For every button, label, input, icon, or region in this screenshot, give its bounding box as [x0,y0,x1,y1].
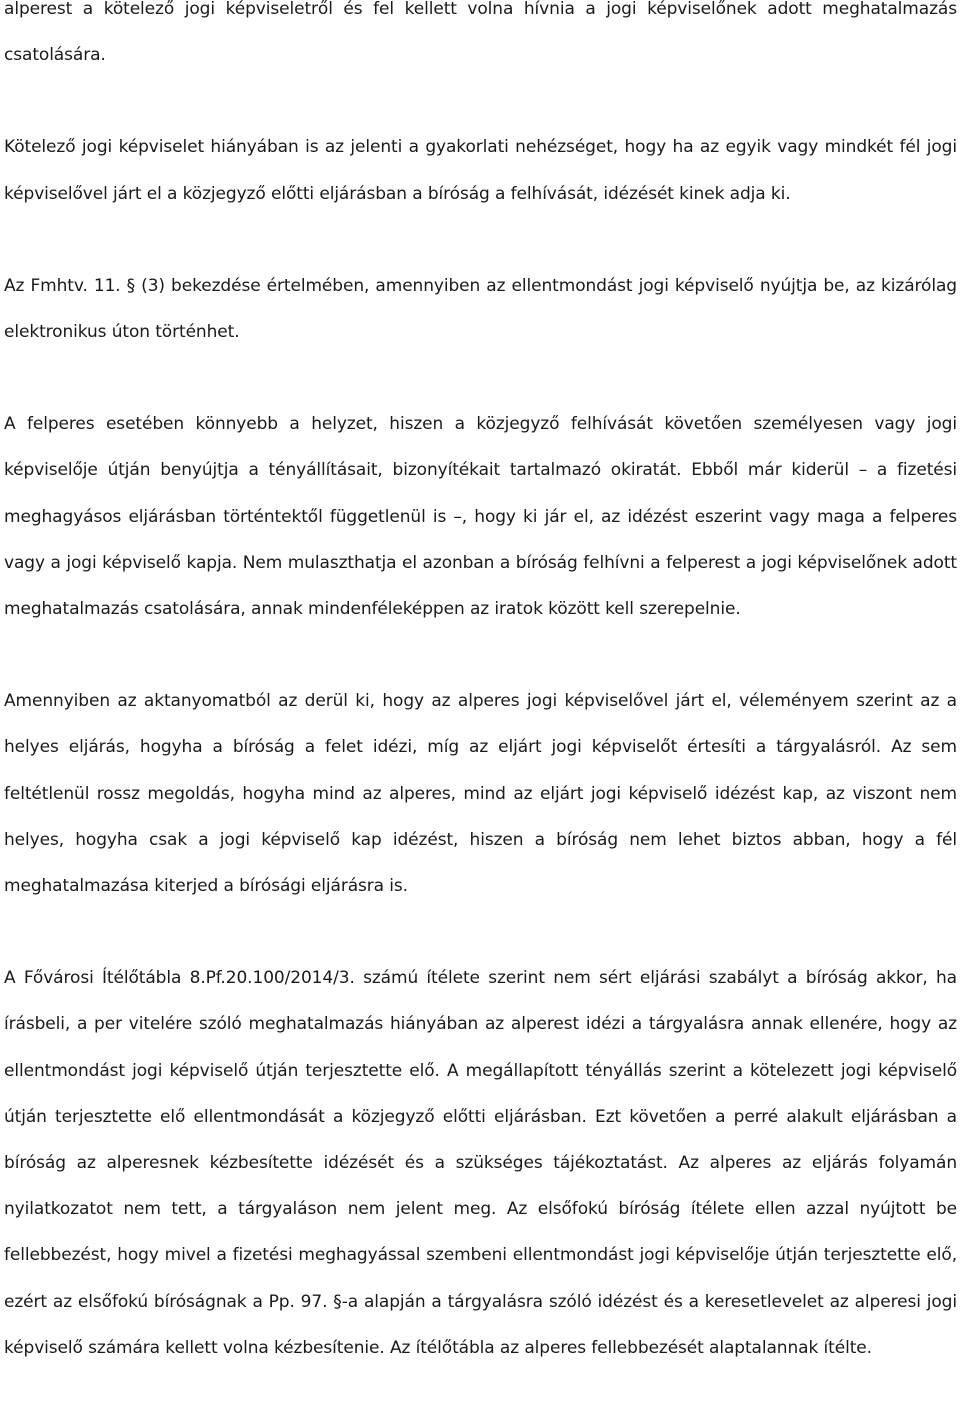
paragraph-spacer [4,78,957,124]
paragraph-opinion: Amennyiben az aktanyomatból az derül ki, hogy az alperes jogi képviselővel járt el, véleményem szerint az a helyes eljárás, hogyha a bíróság a felet idézi, míg az eljárt jogi képviselőt értesíti a tárgyalásról. Az sem feltétlenül rossz megoldás, hogyha mind az alperes, mind az eljárt jogi képviselő idézést kap, az viszont nem helyes, hogyha csak a jogi képviselő kap idézést, hiszen a bíróság nem lehet biztos abban, hogy a fél meghatalmazása kiterjed a bírósági eljárásra is. [4,691,957,897]
paragraph-alperest-notice: alperest a kötelező jogi képviseletről és fel kellett volna hívnia a jogi képviselőnek adott meghatalmazás csatolására. [4,0,957,66]
paragraph-fmhtv-reference: Az Fmhtv. 11. § (3) bekezdése értelmében, amennyiben az ellentmondást jogi képviselő nyújtja be, az kizárólag elektronikus úton történhet. [4,275,957,343]
paragraph-spacer [4,909,957,955]
paragraph-spacer [4,217,957,263]
paragraph-spacer [4,632,957,678]
document-body [4,0,957,1371]
paragraph-court-decision: A Fővárosi Ítélőtábla 8.Pf.20.100/2014/3. számú ítélete szerint nem sért eljárási szabályt a bíróság akkor, ha írásbeli, a per vitelére szóló meghatalmazás hiányában az alperest idézi a tárgyalásra annak ellenére, hogy az ellentmondást jogi képviselő útján terjesztette elő. A megállapított tényállás szerint a kötelezett jogi képviselő útján terjesztette elő ellentmondását a közjegyző előtti eljárásban. Ezt követően a perré alakult eljárásban a bíróság az alperesnek kézbesítette idézését és a szükséges tájékoztatást. Az alperes az eljárás folyamán nyilatkozatot nem tett, a tárgyaláson nem jelent meg. Az elsőfokú bíróság ítélete ellen azzal nyújtott be fellebbezést, hogy mivel a fizetési meghagyással szembeni ellentmondást jogi képviselője útján terjesztette elő, ezért az elsőfokú bíróságnak a Pp. 97. §-a alapján a tárgyalásra szóló idézést és a keresetlevelet az alperesi jogi képviselő számára kellett volna kézbesítenie. Az ítélőtábla az alperes fellebbezését alaptalannak ítélte. [4,968,957,1358]
paragraph-plaintiff-situation: A felperes esetében könnyebb a helyzet, hiszen a közjegyző felhívását követően személyesen vagy jogi képviselője útján benyújtja a tényállításait, bizonyítékait tartalmazó okiratát. Ebből már kiderül – a fizetési meghagyásos eljárásban történtektől függetlenül is –, hogy ki jár el, az idézést eszerint vagy maga a felperes vagy a jogi képviselő kapja. Nem mulaszthatja el azonban a bíróság felhívni a felperest a jogi képviselőnek adott meghatalmazás csatolására, annak mindenféleképpen az iratok között kell szerepelnie. [4,414,957,620]
paragraph-spacer [4,355,957,401]
paragraph-mandatory-representation: Kötelező jogi képviselet hiányában is az jelenti a gyakorlati nehézséget, hogy ha az egyik vagy mindkét fél jogi képviselővel járt el a közjegyző előtti eljárásban a bíróság a felhívását, idézését kinek adja ki. [4,137,957,204]
